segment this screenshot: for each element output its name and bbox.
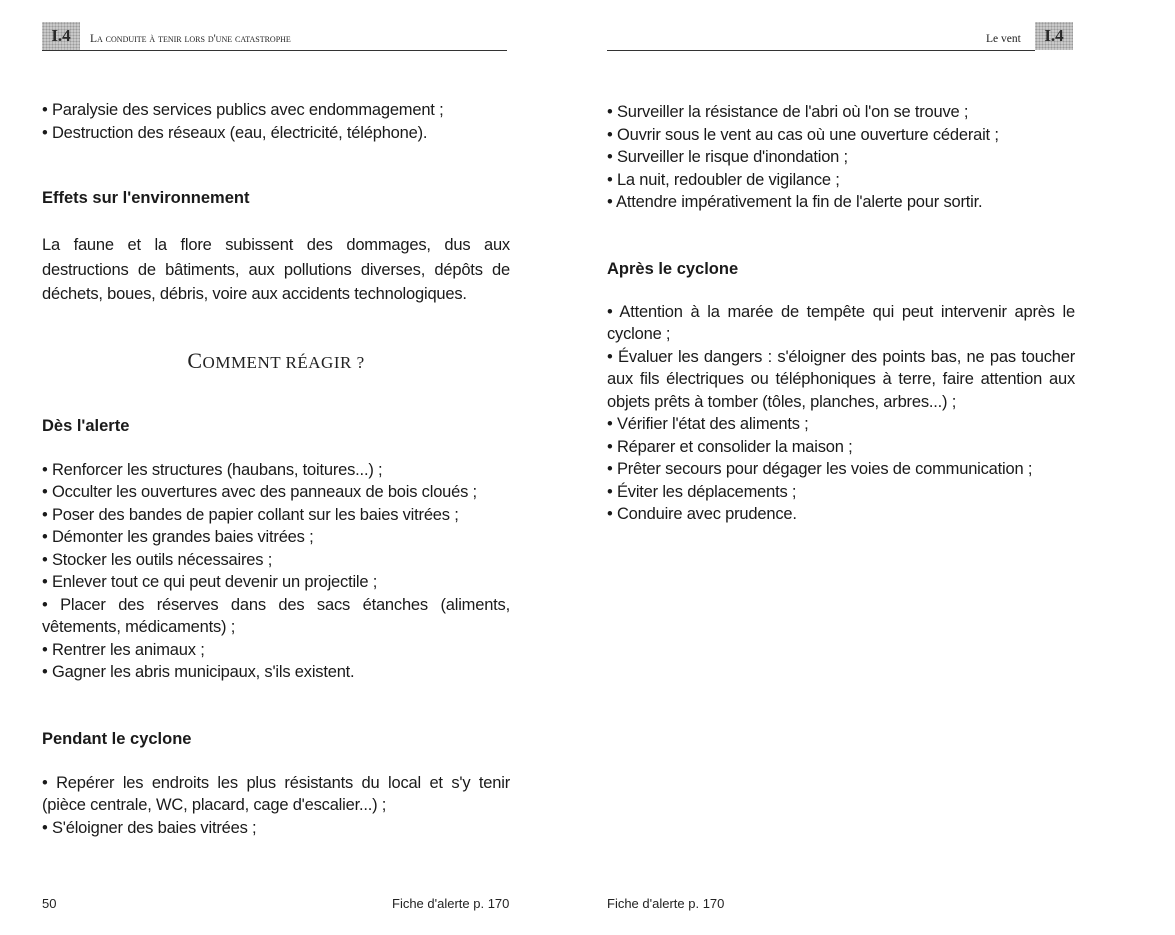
during-heading: Pendant le cyclone	[42, 729, 192, 748]
section-title-initial: C	[187, 347, 203, 373]
list-item: • Paralysie des services publics avec endommagement ;	[42, 101, 444, 119]
left-page	[0, 0, 587, 935]
list-item: • Occulter les ouvertures avec des panneaux de bois cloués ;	[42, 483, 477, 501]
list-item: • La nuit, redoubler de vigilance ;	[607, 170, 840, 189]
section-title-rest: OMMENT RÉAGIR ?	[202, 352, 365, 372]
list-item: • Renforcer les structures (haubans, toitures...) ;	[42, 460, 383, 479]
footer-ref: Fiche d'alerte p. 170	[607, 896, 725, 911]
left-content	[42, 99, 510, 839]
after-heading: Après le cyclone	[607, 259, 739, 278]
right-page	[587, 0, 1175, 935]
list-item: • Conduire avec prudence.	[607, 505, 797, 523]
alert-list	[42, 459, 510, 684]
during-list-continued	[607, 101, 1075, 214]
during-list	[42, 772, 510, 840]
list-item: • Rentrer les animaux ;	[42, 640, 205, 659]
header-rule	[607, 50, 1035, 51]
list-item: • Démonter les grandes baies vitrées ;	[42, 528, 314, 546]
list-item: • Placer des réserves dans des sacs étanches (aliments, vêtements, médicaments) ;	[42, 595, 510, 636]
list-item: • Enlever tout ce qui peut devenir un projectile ;	[42, 573, 378, 591]
list-item: • Réparer et consolider la maison ;	[607, 437, 853, 456]
page-number: 50	[42, 896, 57, 911]
chapter-badge: I.4	[1035, 22, 1073, 50]
env-heading: Effets sur l'environnement	[42, 189, 250, 207]
right-content	[607, 101, 1075, 526]
running-head: Le vent	[986, 33, 1021, 45]
alert-heading: Dès l'alerte	[42, 416, 130, 435]
section-title	[42, 348, 510, 374]
list-item: • Éviter les déplacements ;	[607, 482, 797, 501]
list-item: • Attention à la marée de tempête qui peut intervenir après le cyclone ;	[607, 302, 1075, 343]
running-head: La conduite à tenir lors d'une catastrophe	[90, 33, 291, 45]
footer-ref: Fiche d'alerte p. 170	[392, 896, 510, 911]
after-list	[607, 301, 1075, 526]
list-item: • Surveiller la résistance de l'abri où l'on se trouve ;	[607, 103, 969, 121]
list-item: • Destruction des réseaux (eau, électricité, téléphone).	[42, 123, 428, 142]
list-item: • Poser des bandes de papier collant sur les baies vitrées ;	[42, 505, 459, 524]
list-item: • Repérer les endroits les plus résistants du local et s'y tenir (pièce centrale, WC, placard, cage d'escalier...) ;	[42, 773, 510, 814]
list-item: • Attendre impérativement la fin de l'alerte pour sortir.	[607, 193, 983, 211]
list-item: • Prêter secours pour dégager les voies de communication ;	[607, 460, 1033, 478]
list-item: • S'éloigner des baies vitrées ;	[42, 818, 257, 837]
list-item: • Gagner les abris municipaux, s'ils existent.	[42, 663, 355, 681]
list-item: • Stocker les outils nécessaires ;	[42, 550, 273, 569]
header-rule	[42, 50, 507, 51]
list-item: • Ouvrir sous le vent au cas où une ouverture céderait ;	[607, 125, 999, 144]
list-item: • Surveiller le risque d'inondation ;	[607, 148, 848, 166]
env-paragraph: La faune et la flore subissent des dommages, dus aux destructions de bâtiments, aux pollutions diverses, dépôts de déchets, boues, débris, voire aux accidents technologiques.	[42, 236, 510, 303]
list-item: • Évaluer les dangers : s'éloigner des points bas, ne pas toucher aux fils électriques ou téléphoniques à terre, faire attention aux objets prêts à tomber (tôles, planches, arbres...) ;	[607, 347, 1075, 411]
list-item: • Vérifier l'état des aliments ;	[607, 415, 809, 433]
chapter-badge: I.4	[42, 22, 80, 50]
